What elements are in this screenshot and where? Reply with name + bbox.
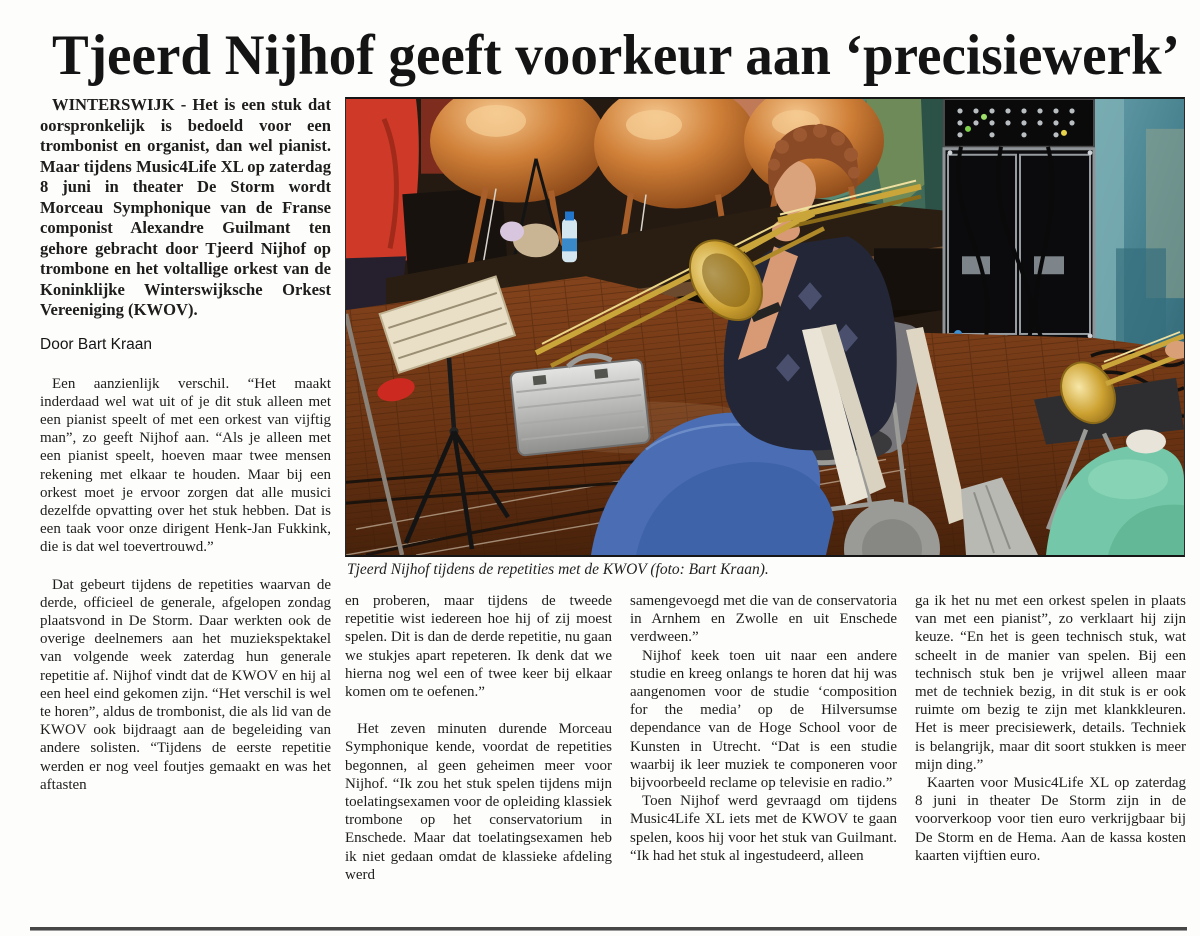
paragraph: Toen Nijhof werd gevraagd om tijdens Music4Life XL iets met de KWOV te gaan spelen, koos hij voor het stuk van Guilmant. “Ik had het stuk al ingestudeerd, alleen xyxy=(630,793,897,864)
headline-svg xyxy=(52,22,1192,90)
equipment-rack xyxy=(944,99,1094,346)
paragraph-gap xyxy=(40,557,331,576)
lead-paragraph: WINTERSWIJK - Het is een stuk dat oorspronkelijk is bedoeld voor een trombonist en organist, dan wel pianist. Maar tijdens Music4Life XL op zaterdag 8 juni in theater De Storm wordt Morceau Symphonique van de Franse componist Alexandre Guilmant ten gehore gebracht door Tjeerd Nijhof op trombone en het voltallige orkest van de Koninklijke Winterswijksche Orkest Vereeniging (KWOV). xyxy=(40,95,331,319)
article-column-2 xyxy=(345,592,612,932)
page-title: Tjeerd Nijhof geeft voorkeur aan ‘precisiewerk’ xyxy=(52,24,1180,87)
white-cloth xyxy=(1126,430,1166,454)
paragraph: Een aanzienlijk verschil. “Het maakt inderdaad wel wat uit of je dit stuk alleen met een pianist speelt of met een orkest van vijftig man”, zo geeft Nijhof aan. “Als je alleen met een pianist speelt, hoeven maar twee mensen rekening met elkaar te houden. Maar bij een orkest moet je ervoor zorgen dat alle musici dezelfde opvatting over het stuk hebben. Dat is een taak voor onze dirigent Henk-Jan Fukkink, die is dat wel toevertrouwd.” xyxy=(40,375,331,556)
paragraph: Dat gebeurt tijdens de repetities waarvan de derde, officieel de generale, afgelopen zondag plaatsvond in De Storm. Daar werkten ook de overige deelnemers aan het muziekspektakel van volgende week zaterdag hun generale repetitie af. Nijhof vindt dat de KWOV en hij al een heel eind gekomen zijn. “Het verschil is wel te horen”, aldus de trombonist, die als lid van de KWOV ook bijdraagt aan de begeleiding van andere solisten. “Tijdens de eerste repetitie werden er nog veel foutjes gemaakt en was het aftasten xyxy=(40,576,331,793)
article-header xyxy=(52,22,1192,90)
paragraph-gap xyxy=(345,701,612,720)
bottom-rule xyxy=(30,927,1187,931)
article-column-4 xyxy=(915,592,1186,932)
photo-caption: Tjeerd Nijhof tijdens de repetities met de KWOV (foto: Bart Kraan). xyxy=(347,561,769,578)
paragraph: Het zeven minuten durende Morceau Symphonique kende, voordat de repetities begonnen, al geen geheimen meer voor Nijhof. “Ik zou het stuk spelen tijdens mijn toelatingsexamen voor de opleiding klassiek trombone op het conservatorium in Enschede. Maar dat toelatingsexamen heb ik niet gedaan omdat de klassieke afdeling werd xyxy=(345,721,612,883)
article-photo-illustration xyxy=(346,99,1184,555)
paragraph: en proberen, maar tijdens de tweede repetitie wist iedereen hoe hij of zij moest spelen. Dit is dan de derde repetitie, nu gaan we stukjes apart repeteren. Ik denk dat we hierna nog wel een of twee keer bij elkaar komen om te oefenen.” xyxy=(345,593,612,701)
paragraph: samengevoegd met die van de conservatoria in Arnhem en Zwolle en uit Enschede verdween.” xyxy=(630,593,897,646)
article-column-1 xyxy=(40,95,331,935)
paragraph: ga ik het nu met een orkest spelen in plaats van met een pianist”, zo verklaart hij zijn keuze. “En het is geen technisch stuk, wat scheelt in de manier van spelen. Bij een technisch stuk ben je vrijwel alleen maar met de techniek bezig, in dit stuk is er ook ruimte om bezig te zijn met klankkleuren. Het is meer precisiewerk, details. Techniek is belangrijk, maar dit soort stukken is meer mijn ding.” xyxy=(915,593,1186,773)
paragraph: Kaarten voor Music4Life XL op zaterdag 8 juni in theater De Storm zijn in de voorverkoop voor tien euro verkrijgbaar bij De Storm en de Hema. Aan de kassa kosten kaarten vijftien euro. xyxy=(915,775,1186,864)
paragraph: Nijhof keek toen uit naar een andere studie en kreeg onlangs te horen dat hij was aangenomen voor de studie ‘composition for the media’ op de Hilversumse dependance van de Hoge School voor de Kunsten in Utrecht. “Dat is een studie waarbij ik leer muziek te componeren voor bijvoorbeeld reclame op televisie en radio.” xyxy=(630,647,897,792)
article-photo xyxy=(345,97,1185,557)
byline: Door Bart Kraan xyxy=(40,335,152,353)
article-column-3 xyxy=(630,592,897,932)
